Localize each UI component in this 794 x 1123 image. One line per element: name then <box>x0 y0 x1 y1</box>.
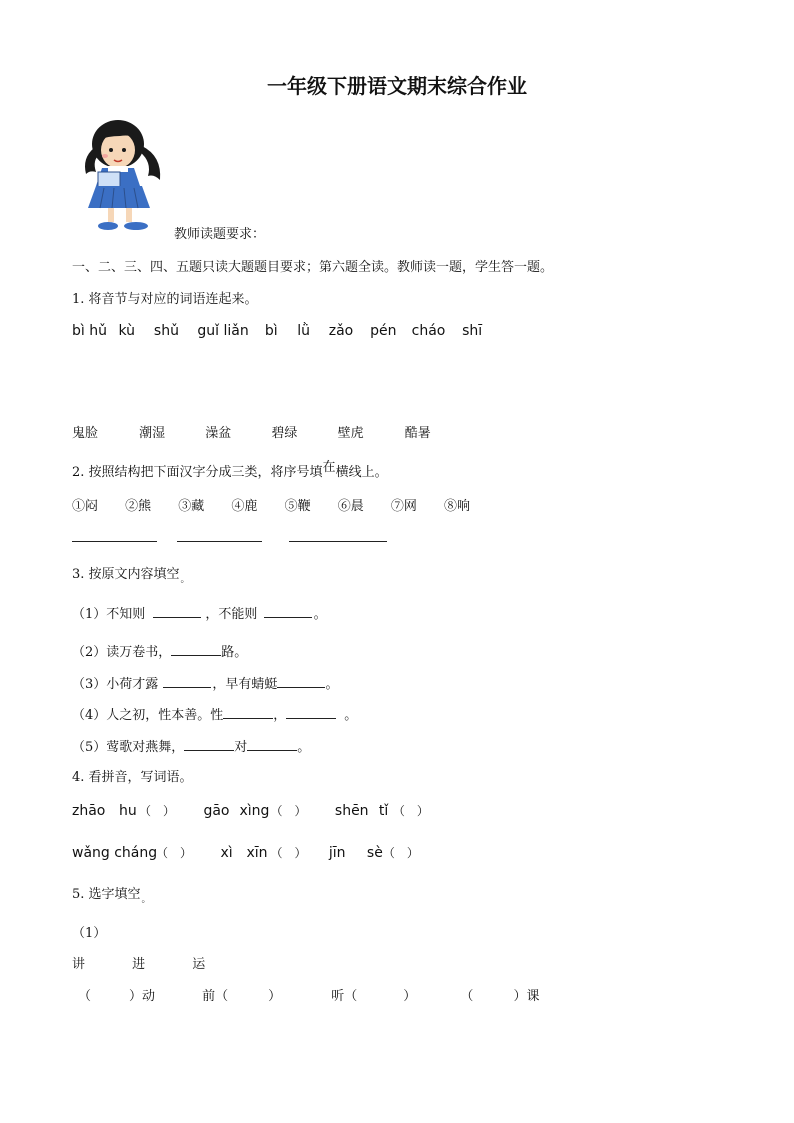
q4-pinyin-hu: hu <box>119 803 137 819</box>
q3-item-4-blank-2[interactable] <box>286 706 336 719</box>
q3-item-1-b: ，不能则 <box>205 607 258 622</box>
q4-pinyin-zhao: zhāo <box>72 803 106 819</box>
q2-answer-line-1[interactable] <box>72 541 157 542</box>
q2-chars-row <box>72 495 470 514</box>
q4-row-1 <box>72 802 429 819</box>
q5-option-3: 运 <box>192 957 206 972</box>
q1-word-2: 潮湿 <box>139 426 166 441</box>
q2-char-5: ⑤鞭 <box>284 499 311 514</box>
q4-pinyin-se: sè <box>366 845 383 861</box>
q1-pinyin-row <box>72 323 482 339</box>
q5-option-2: 进 <box>132 957 146 972</box>
q2-heading <box>72 461 388 480</box>
q4-pinyin-gao: gāo <box>203 803 230 819</box>
q2-heading-part2: 横线上。 <box>335 465 388 480</box>
q1-pinyin-4: guǐ liǎn <box>197 323 249 339</box>
q5-blank-3-post: ） <box>403 989 417 1004</box>
q2-char-8: ⑧响 <box>443 499 470 514</box>
q3-heading <box>72 563 190 585</box>
q1-pinyin-7: zǎo <box>328 323 354 339</box>
q4-row-2 <box>72 844 419 861</box>
q1-pinyin-6: lǜ <box>297 323 311 339</box>
q4-answer-4[interactable]: （ ） <box>156 846 193 860</box>
q3-item-4-a: （4）人之初，性本善。性 <box>72 708 224 723</box>
q2-answer-line-2[interactable] <box>177 541 262 542</box>
q1-pinyin-5: bì <box>264 323 278 339</box>
q4-answer-6[interactable]: （ ） <box>382 846 419 860</box>
q5-heading-dot: 。 <box>141 895 151 905</box>
q2-char-2: ②熊 <box>125 499 152 514</box>
q5-heading <box>72 883 151 905</box>
q1-heading: 1. 将音节与对应的词语连起来。 <box>72 292 258 307</box>
q3-item-2 <box>72 641 247 660</box>
q2-answer-line-3[interactable] <box>289 541 387 542</box>
q1-pinyin-2: kù <box>118 323 136 339</box>
q3-item-2-blank[interactable] <box>171 643 221 656</box>
q4-pinyin-xing: xìng <box>239 803 270 819</box>
girl-reading-icon <box>78 118 170 236</box>
q1-word-3: 澡盆 <box>205 426 232 441</box>
q4-pinyin-xin: xīn <box>246 845 268 861</box>
q1-pinyin-1: bì hǔ <box>72 323 107 339</box>
q1-word-1: 鬼脸 <box>72 426 99 441</box>
q5-blank-1-pre: （ <box>78 989 92 1004</box>
q3-item-3-blank-1[interactable] <box>163 675 211 688</box>
q5-blank-2-post: ） <box>268 989 282 1004</box>
q5-option-1: 讲 <box>72 957 86 972</box>
q3-item-2-a: （2）读万卷书， <box>72 645 172 660</box>
q3-item-5 <box>72 736 310 755</box>
q2-char-6: ⑥晨 <box>337 499 364 514</box>
q2-char-3: ③藏 <box>178 499 205 514</box>
q3-item-3-b: ，早有蜻蜓 <box>212 677 278 692</box>
q5-blank-4-post: ）课 <box>513 989 540 1004</box>
q4-pinyin-xi: xì <box>220 845 233 861</box>
q1-pinyin-8: pén <box>370 323 397 339</box>
q1-pinyin-9: cháo <box>411 323 446 339</box>
q1-words-row <box>72 422 431 441</box>
q3-heading-dot: 。 <box>180 575 190 585</box>
q3-item-1 <box>72 603 327 622</box>
q2-char-4: ④鹿 <box>231 499 258 514</box>
q4-answer-1[interactable]: （ ） <box>139 804 176 818</box>
q5-blank-1-post: ）动 <box>129 989 156 1004</box>
q5-blank-2[interactable] <box>202 985 327 1004</box>
q3-item-5-blank-2[interactable] <box>247 738 297 751</box>
q5-blank-3-pre: 听（ <box>331 989 358 1004</box>
q4-answer-2[interactable]: （ ） <box>270 804 307 818</box>
q2-char-1: ①闷 <box>72 499 99 514</box>
q3-item-5-blank-1[interactable] <box>184 738 234 751</box>
q3-item-4-b: ， <box>273 708 287 723</box>
girl-illustration <box>78 118 170 240</box>
q3-heading-text: 3. 按原文内容填空 <box>72 567 180 582</box>
q2-heading-raised: 在 <box>322 460 336 475</box>
q3-item-3-blank-2[interactable] <box>277 675 325 688</box>
q5-blank-3[interactable] <box>331 985 456 1004</box>
q3-item-3-a: （3）小荷才露 <box>72 677 159 692</box>
q3-item-4-c: 。 <box>344 708 358 723</box>
q1-pinyin-3: shǔ <box>153 323 179 339</box>
q1-word-6: 酷暑 <box>404 426 431 441</box>
q3-item-4 <box>72 704 357 723</box>
q4-pinyin-jin: jīn <box>328 845 346 861</box>
q3-item-2-b: 路。 <box>221 645 248 660</box>
q3-item-1-c: 。 <box>313 607 327 622</box>
teacher-note: 教师读题要求： <box>174 227 266 242</box>
q3-item-1-a: （1）不知则 <box>72 607 146 622</box>
q3-item-1-blank-1[interactable] <box>153 605 201 618</box>
q5-blank-1[interactable] <box>78 985 198 1004</box>
q5-blank-2-pre: 前（ <box>202 989 229 1004</box>
q1-pinyin-10: shī <box>462 323 483 339</box>
q5-sub-1: （1） <box>72 926 107 941</box>
q5-heading-text: 5. 选字填空 <box>72 887 141 902</box>
page-title: 一年级下册语文期末综合作业 <box>267 74 527 98</box>
q3-item-4-blank-1[interactable] <box>223 706 273 719</box>
q3-item-5-b: 对 <box>234 740 248 755</box>
q4-pinyin-wangchang: wǎng cháng <box>72 845 158 861</box>
q2-char-7: ⑦网 <box>390 499 417 514</box>
q1-word-5: 壁虎 <box>337 426 364 441</box>
q5-blanks-row <box>78 985 539 1004</box>
q3-item-5-c: 。 <box>297 740 311 755</box>
q4-heading: 4. 看拼音，写词语。 <box>72 770 193 785</box>
q3-item-3-c: 。 <box>325 677 339 692</box>
q3-item-3 <box>72 673 338 692</box>
q4-pinyin-shen: shēn <box>334 803 369 819</box>
q4-answer-3[interactable]: （ ） <box>392 804 429 818</box>
q5-blank-4-pre: （ <box>460 989 474 1004</box>
q4-pinyin-ti: tǐ <box>378 803 389 819</box>
q5-options-row <box>72 953 205 972</box>
q3-item-5-a: （5）莺歌对燕舞， <box>72 740 185 755</box>
q5-blank-4[interactable] <box>460 985 539 1004</box>
q4-answer-5[interactable]: （ ） <box>270 846 307 860</box>
instructions: 一、二、三、四、五题只读大题题目要求；第六题全读。教师读一题，学生答一题。 <box>72 260 554 275</box>
q1-word-4: 碧绿 <box>271 426 298 441</box>
q2-heading-part1: 2. 按照结构把下面汉字分成三类，将序号填 <box>72 465 323 480</box>
q3-item-1-blank-2[interactable] <box>264 605 312 618</box>
